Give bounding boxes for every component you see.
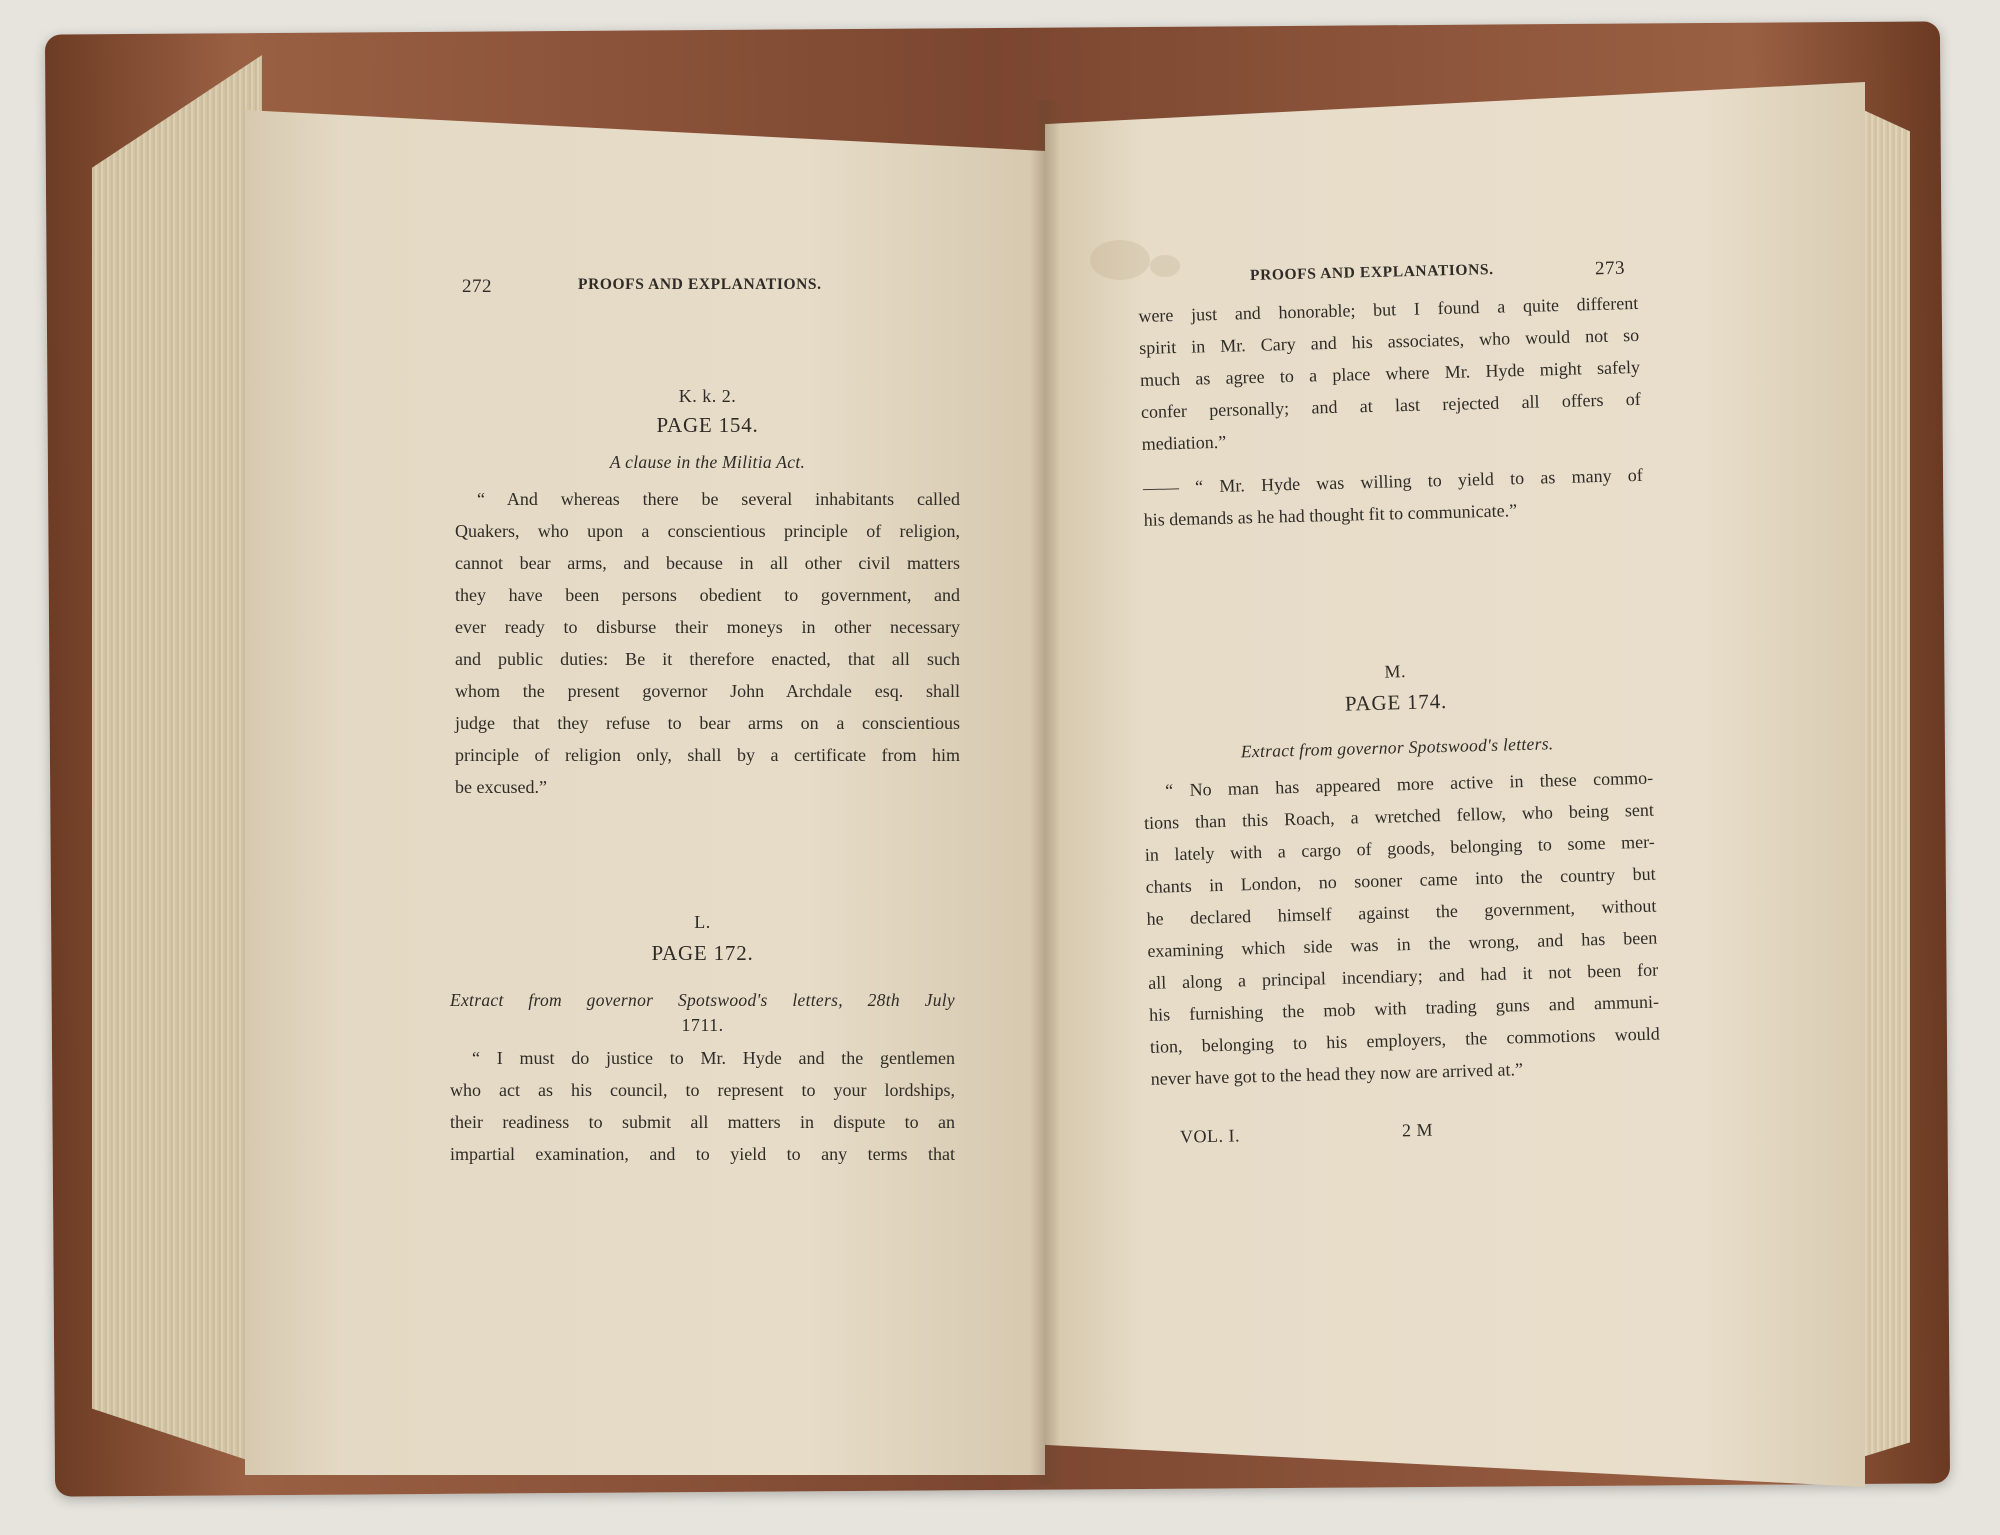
body-line: in lately with a cargo of goods, belonging to some mer- [1144, 831, 1655, 865]
body-line: spirit in Mr. Cary and his associates, who would not so [1138, 324, 1640, 358]
body-line: judge that they refuse to bear arms on a conscientious [455, 713, 960, 733]
left-section-k [455, 386, 960, 803]
body-line: impartial examination, and to yield to any terms that [450, 1144, 955, 1164]
section-caption: Extract from governor Spotswood's letters. [1240, 733, 1554, 762]
page-reference: PAGE 174. [1344, 688, 1448, 716]
page-stain [1150, 255, 1180, 277]
body-line: much as agree to a place where Mr. Hyde might safely [1139, 356, 1641, 390]
body-line: confer personally; and at last rejected all offers of [1140, 388, 1642, 422]
body-line: his demands as he had thought fit to communicate.” [1143, 500, 1518, 530]
body-line: whom the present governor John Archdale esq. shall [455, 681, 960, 701]
body-line: and public duties: Be it therefore enacted, that all such [455, 649, 960, 669]
body-line: cannot bear arms, and because in all other civil matters [455, 553, 960, 573]
body-line: were just and honorable; but I found a quite different [1138, 292, 1639, 326]
footer-volume: VOL. I. [1179, 1125, 1241, 1147]
page-reference: PAGE 154. [656, 413, 759, 437]
body-line: tions than this Roach, a wretched fellow, who being sent [1143, 799, 1655, 833]
body-line: never have got to the head they now are arrived at.” [1150, 1059, 1524, 1089]
body-line: ever ready to disburse their moneys in other necessary [455, 617, 960, 637]
body-line: Quakers, who upon a conscientious principle of religion, [455, 521, 960, 541]
page-edges-left [92, 55, 262, 1465]
body-line: —— “ Mr. Hyde was willing to yield to as many of [1142, 464, 1644, 498]
body-line: they have been persons obedient to government, and [455, 585, 960, 605]
body-line: their readiness to submit all matters in dispute to an [450, 1112, 955, 1132]
body-line: mediation.” [1141, 431, 1227, 454]
footer-signature: 2 M [1401, 1119, 1434, 1141]
section-body [455, 483, 960, 803]
book-gutter [1030, 100, 1060, 1485]
body-line: “ I must do justice to Mr. Hyde and the gentlemen [472, 1048, 955, 1068]
body-line: all along a principal incendiary; and had it not been for [1147, 959, 1659, 993]
section-mark: M. [1384, 661, 1407, 682]
body-line: chants in London, no sooner came into the country but [1145, 863, 1656, 897]
body-line: “ And whereas there be several inhabitants called [477, 489, 960, 509]
left-page-number: 272 [462, 276, 492, 297]
right-page-number: 273 [1594, 257, 1626, 280]
section-caption: A clause in the Militia Act. [609, 452, 806, 472]
page-stain [1090, 240, 1150, 280]
body-line: be excused.” [455, 777, 547, 797]
right-running-head: PROOFS AND EXPLANATIONS. [1249, 261, 1494, 284]
body-line: examining which side was in the wrong, and has been [1147, 927, 1658, 961]
left-running-head: PROOFS AND EXPLANATIONS. [578, 276, 822, 293]
section-caption-year: 1711. [681, 1015, 724, 1035]
section-mark: K. k. 2. [678, 386, 737, 406]
right-continuation [1138, 287, 1644, 536]
body-line: tion, belonging to his employers, the commotions would [1149, 1023, 1661, 1057]
body-line: his furnishing the mob with trading guns and ammuni- [1148, 991, 1660, 1025]
section-body [1143, 762, 1661, 1095]
left-section-l [450, 912, 955, 1170]
section-caption: Extract from governor Spotswood's letters, 28th July [450, 990, 955, 1010]
body-line: “ No man has appeared more active in these commo- [1164, 767, 1654, 801]
section-mark: L. [694, 912, 711, 932]
body-line: principle of religion only, shall by a certificate from him [455, 745, 960, 765]
body-line: who act as his council, to represent to your lordships, [450, 1080, 955, 1100]
section-body [450, 1042, 955, 1170]
body-line: he declared himself against the government, without [1146, 895, 1657, 929]
page-reference: PAGE 172. [651, 941, 754, 965]
right-section-m [1140, 655, 1661, 1095]
